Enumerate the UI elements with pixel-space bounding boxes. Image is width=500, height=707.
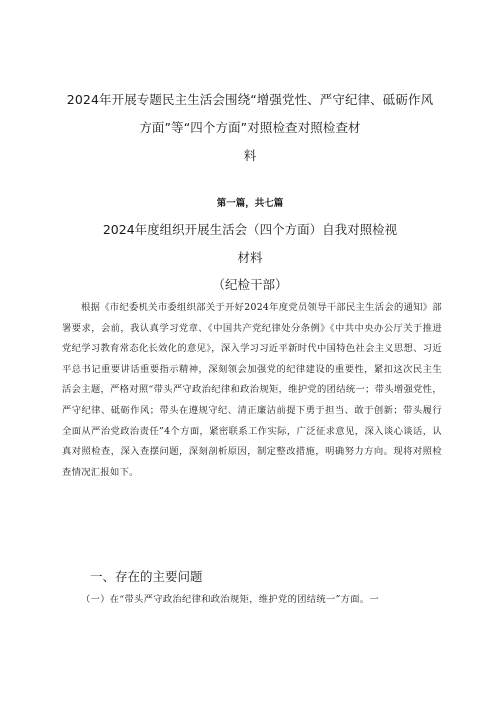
subtitle-line-1: 2024年度组织开展生活会（四个方面）自我对照检视 bbox=[102, 222, 398, 237]
intro-paragraph: 根据《市纪委机关市委组织部关于开好2024年度党员领导干部民主生活会的通知》部署要求，会前，我认真学习党章、《中国共产党纪律处分条例》《中共中央办公厅关于推进党纪学习教育常态化长效化的意见》，深入学习习近平新时代中国特色社会主义思想、习近平总书记重要讲话重要指示精神，深刻领会加强党的纪律建设的重要性，紧扣这次民主生活会主题，严格对照“带头严守政治纪律和政治规矩，维护党的团结统一；带头增强党性，严守纪律、砥砺作风；带头在遵规守纪、清正廉洁前提下勇于担当、敢于创新；带头履行全面从严治党政治责任”4个方面，紧密联系工作实际，广泛征求意见，深入谈心谈话，认真对照检查，深入查摆问题，深刻剖析原因，制定整改措施，明确努力方向。现将对照检查情况汇报如下。 bbox=[62, 302, 442, 478]
document-title-line-1: 2024年开展专题民主生活会围绕“增强党性、严守纪律、砥砺作风 bbox=[66, 92, 434, 107]
section-heading: 一、存在的主要问题 bbox=[90, 569, 203, 584]
subtitle-line-2: 材料 bbox=[237, 250, 263, 265]
document-title-line-3: 料 bbox=[243, 148, 257, 163]
section-first-line: （一）在“带头严守政治纪律和政治规矩，维护党的团结统一”方面。一 bbox=[81, 594, 380, 605]
part-label: 第一篇，共七篇 bbox=[216, 198, 284, 209]
document-title-line-2: 方面”等“四个方面”对照检查对照检查材 bbox=[139, 120, 361, 135]
subtitle-line-3: （纪检干部） bbox=[212, 277, 288, 292]
